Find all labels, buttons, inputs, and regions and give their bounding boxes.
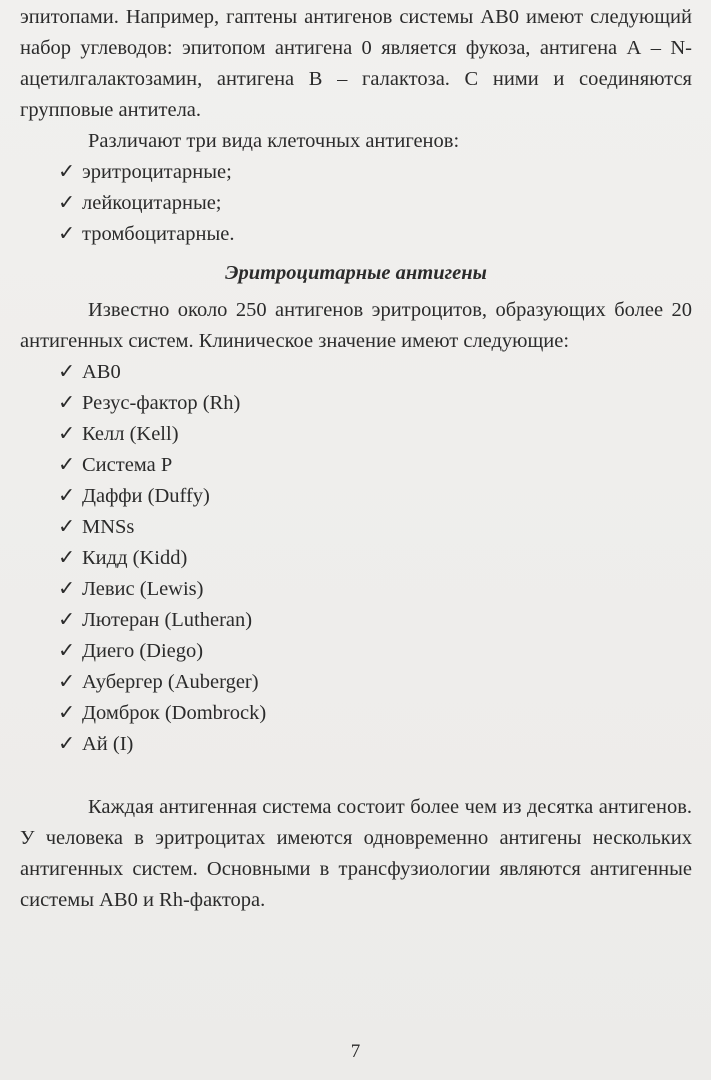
page-content: [20, 2, 692, 916]
spacer: [20, 760, 692, 792]
list-item-text: лейкоцитарные;: [82, 192, 222, 214]
checkmark-icon: ✓: [58, 192, 76, 214]
list-item: [58, 157, 692, 188]
cell-antigens-intro: Различают три вида клеточных антигенов:: [88, 130, 460, 152]
checkmark-icon: ✓: [58, 361, 76, 383]
checkmark-icon: ✓: [58, 223, 76, 245]
closing-paragraph: Каждая антигенная система состоит более чем из десятка антигенов. У человека в эритроцитах имеются одновременно антигены нескольких антигенных систем. Основными в трансфузиологии являются антигенные системы АВ0 и Rh-фактора.: [20, 796, 692, 911]
checkmark-icon: ✓: [58, 702, 76, 724]
checkmark-icon: ✓: [58, 609, 76, 631]
checkmark-icon: ✓: [58, 485, 76, 507]
intro-paragraph: эпитопами. Например, гаптены антигенов системы АВ0 имеют следующий набор углеводов: эпитопом антигена 0 является фукоза, антигена А – N-ацетилгалактозамин, антигена В – галактоза. С ними и соединяются групповые антитела.: [20, 6, 692, 121]
list-item: [58, 729, 692, 760]
list-item-text: Ай (I): [82, 733, 134, 755]
list-item: [58, 698, 692, 729]
page-number: 7: [350, 1041, 361, 1062]
checkmark-icon: ✓: [58, 733, 76, 755]
checkmark-icon: ✓: [58, 640, 76, 662]
list-item: [58, 605, 692, 636]
list-item: [58, 512, 692, 543]
list-item-text: MNSs: [82, 516, 135, 538]
list-item: [58, 543, 692, 574]
section-title: Эритроцитарные антигены: [225, 262, 487, 284]
checkmark-icon: ✓: [58, 547, 76, 569]
list-item: [58, 481, 692, 512]
list-item-text: Даффи (Duffy): [82, 485, 210, 507]
checkmark-icon: ✓: [58, 671, 76, 693]
list-item-text: эритроцитарные;: [82, 161, 232, 183]
list-item: [58, 188, 692, 219]
list-item-text: Кидд (Kidd): [82, 547, 188, 569]
antigen-system-list: [20, 357, 692, 760]
list-item-text: Левис (Lewis): [82, 578, 204, 600]
list-item: [58, 357, 692, 388]
list-item: [58, 219, 692, 250]
checkmark-icon: ✓: [58, 392, 76, 414]
list-item: [58, 667, 692, 698]
list-item: [58, 419, 692, 450]
list-item-text: АВ0: [82, 361, 121, 383]
list-item-text: Лютеран (Lutheran): [82, 609, 253, 631]
list-item: [58, 574, 692, 605]
checkmark-icon: ✓: [58, 161, 76, 183]
list-item: [58, 450, 692, 481]
list-item-text: тромбоцитарные.: [82, 223, 235, 245]
list-item-text: Резус-фактор (Rh): [82, 392, 241, 414]
list-item: [58, 388, 692, 419]
cell-antigen-list: [20, 157, 692, 250]
checkmark-icon: ✓: [58, 516, 76, 538]
list-item-text: Келл (Kell): [82, 423, 179, 445]
list-item: [58, 636, 692, 667]
list-item-text: Домброк (Dombrock): [82, 702, 267, 724]
list-item-text: Система Р: [82, 454, 173, 476]
erythrocyte-intro: Известно около 250 антигенов эритроцитов, образующих более 20 антигенных систем. Клиническое значение имеют следующие:: [20, 299, 692, 352]
list-item-text: Диего (Diego): [82, 640, 204, 662]
checkmark-icon: ✓: [58, 454, 76, 476]
checkmark-icon: ✓: [58, 578, 76, 600]
checkmark-icon: ✓: [58, 423, 76, 445]
list-item-text: Аубергер (Auberger): [82, 671, 259, 693]
